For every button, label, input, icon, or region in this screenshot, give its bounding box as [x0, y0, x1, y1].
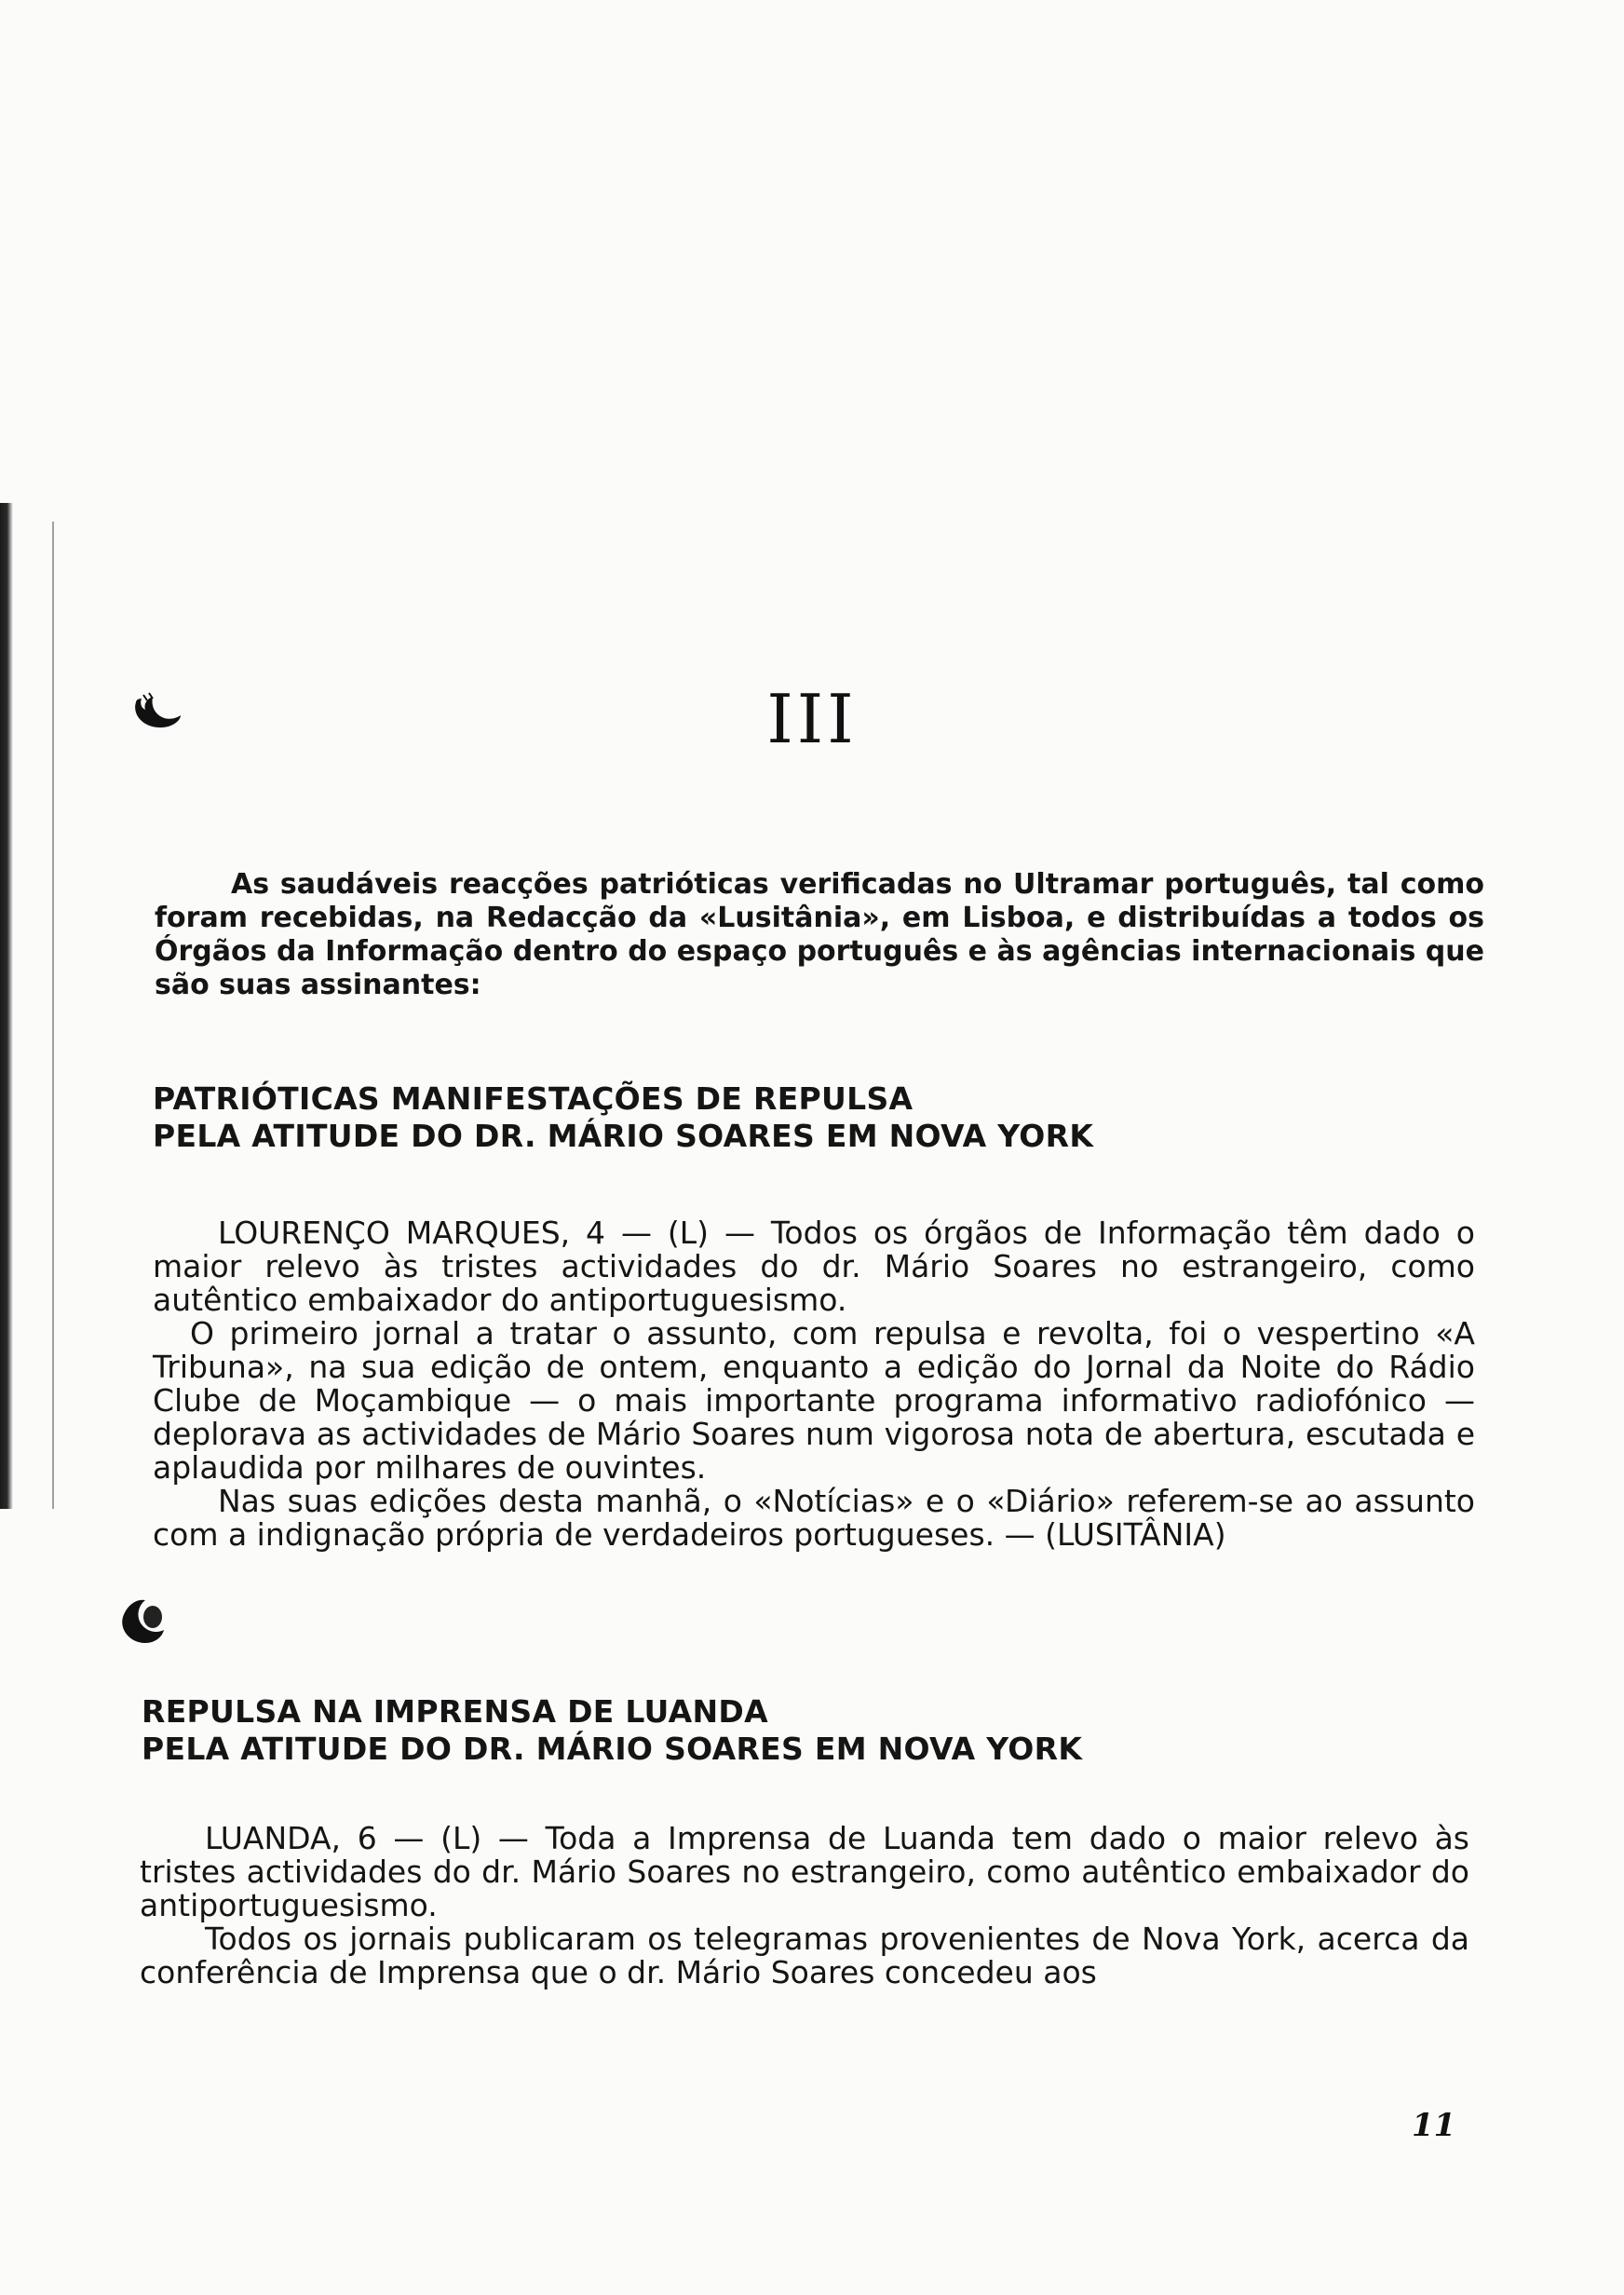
- article-1-headline: [153, 1080, 1494, 1155]
- article-1-paragraph-1: LOURENÇO MARQUES, 4 — (L) — Todos os órgãos de Informação têm dado o maior relevo às tristes actividades do dr. Mário Soares no estrangeiro, como autêntico embaixador do antiportuguesismo.: [153, 1215, 1475, 1318]
- article-1-paragraph-2: O primeiro jornal a tratar o assunto, com repulsa e revolta, foi o vespertino «A Tribuna», na sua edição de ontem, enquanto a edição do Jornal da Noite do Rádio Clube de Moçambique — o mais importante programa informativo radiofónico — deplorava as actividades de Mário Soares num vigorosa nota de abertura, escutada e aplaudida por milhares de ouvintes.: [153, 1315, 1475, 1486]
- article-2-headline-line-1: REPULSA NA IMPRENSA DE LUANDA: [142, 1693, 768, 1730]
- page-number: 11: [1412, 2107, 1456, 2144]
- article-1-headline-line-1: PATRIÓTICAS MANIFESTAÇÕES DE REPULSA: [153, 1080, 914, 1117]
- article-2-body: [140, 1822, 1469, 1989]
- article-1-headline-line-2: PELA ATITUDE DO DR. MÁRIO SOARES EM NOVA YORK: [153, 1118, 1094, 1154]
- article-2-headline-line-2: PELA ATITUDE DO DR. MÁRIO SOARES EM NOVA YORK: [142, 1731, 1083, 1767]
- article-2-paragraph-1: LUANDA, 6 — (L) — Toda a Imprensa de Luanda tem dado o maior relevo às tristes actividades do dr. Mário Soares no estrangeiro, como autêntico embaixador do antiportuguesismo.: [140, 1820, 1469, 1923]
- binding-edge-shadow: [0, 503, 13, 1509]
- intro-paragraph: [155, 868, 1484, 1002]
- intro-text: As saudáveis reacções patrióticas verificadas no Ultramar português, tal como foram recebidas, na Redacção da «Lusitânia», em Lisboa, e distribuídas a todos os Órgãos da Informação dentro do espaço português e às agências internacionais que são suas assinantes:: [155, 868, 1484, 1001]
- article-2-headline: [142, 1693, 1482, 1768]
- chapter-numeral: III: [766, 680, 858, 758]
- article-1-paragraph-3: Nas suas edições desta manhã, o «Notícias» e o «Diário» referem-se ao assunto com a indignação própria de verdadeiros portugueses. — (LUSITÂNIA): [153, 1483, 1475, 1553]
- ink-blot-mark: [114, 1582, 179, 1647]
- article-2-paragraph-2: Todos os jornais publicaram os telegramas provenientes de Nova York, acerca da conferência de Imprensa que o dr. Mário Soares concedeu aos: [140, 1921, 1469, 1990]
- binding-fold-line: [52, 522, 54, 1509]
- article-1-body: [153, 1216, 1475, 1552]
